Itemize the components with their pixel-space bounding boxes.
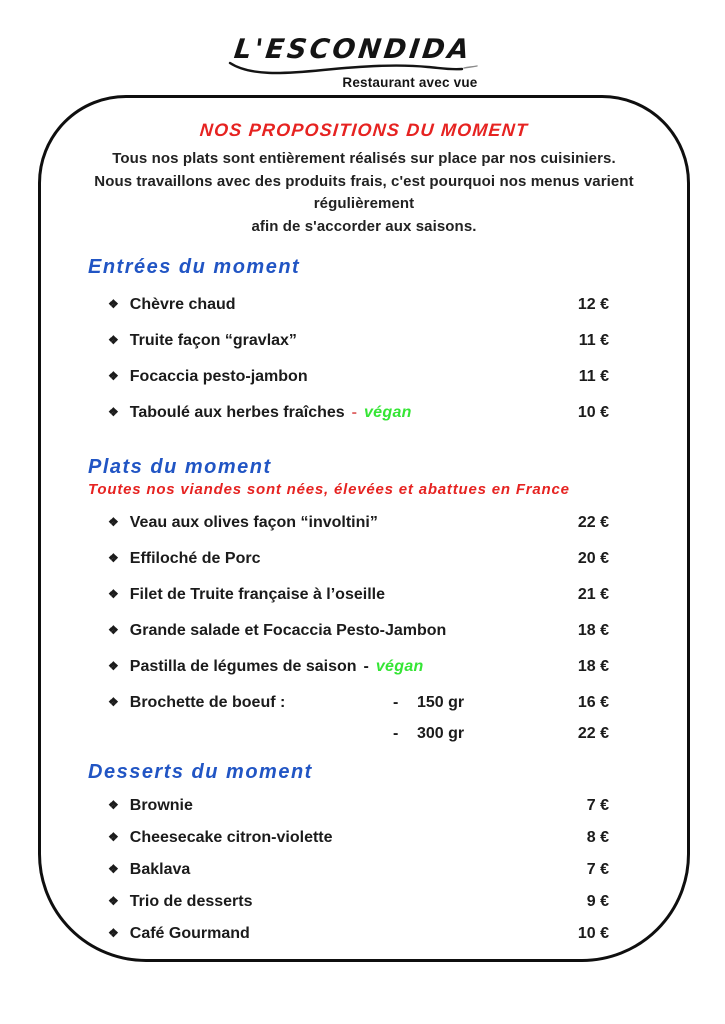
menu-item-row bbox=[88, 548, 609, 570]
diamond-bullet-icon: ❖ bbox=[108, 587, 119, 601]
menu-sections bbox=[88, 254, 609, 945]
option-label: 150 gr bbox=[417, 694, 465, 711]
menu-item-row bbox=[88, 656, 609, 678]
menu-item-row bbox=[88, 723, 609, 745]
logo-block bbox=[228, 34, 498, 90]
item-price: 22 € bbox=[577, 514, 609, 531]
item-separator: - bbox=[363, 658, 369, 675]
item-price: 10 € bbox=[577, 404, 609, 421]
option-dash: - bbox=[393, 694, 399, 711]
diamond-bullet-icon: ❖ bbox=[108, 894, 119, 908]
item-price: 11 € bbox=[578, 332, 609, 349]
item-name: Truite façon “gravlax” bbox=[129, 332, 297, 349]
restaurant-logo bbox=[0, 34, 725, 92]
item-name: Chèvre chaud bbox=[129, 296, 236, 313]
diamond-bullet-icon: ❖ bbox=[108, 695, 119, 709]
item-price: 7 € bbox=[586, 797, 609, 814]
diamond-bullet-icon: ❖ bbox=[108, 862, 119, 876]
menu-card bbox=[38, 95, 690, 962]
menu-item-row bbox=[88, 923, 609, 945]
menu-item-row bbox=[88, 692, 609, 714]
option-label: 300 gr bbox=[417, 725, 465, 742]
item-price: 8 € bbox=[586, 829, 609, 846]
item-name: Baklava bbox=[129, 861, 191, 878]
menu-item-row bbox=[88, 859, 609, 881]
item-separator: - bbox=[351, 404, 357, 421]
diamond-bullet-icon: ❖ bbox=[108, 830, 119, 844]
intro-line-2: Nous travaillons avec des produits frais, c'est pourquoi nos menus varient régulièrement bbox=[94, 172, 634, 212]
item-name: Grande salade et Focaccia Pesto-Jambon bbox=[129, 622, 447, 639]
menu-item-row bbox=[88, 294, 609, 316]
menu-title: NOS PROPOSITIONS DU MOMENT bbox=[199, 120, 530, 140]
menu-item-row bbox=[88, 402, 609, 424]
menu-item-row bbox=[88, 584, 609, 606]
menu-item-row bbox=[88, 330, 609, 352]
item-name: Effiloché de Porc bbox=[129, 550, 261, 567]
item-name: Focaccia pesto-jambon bbox=[129, 368, 308, 385]
section-items bbox=[88, 512, 609, 745]
logo-name: L'ESCONDIDA bbox=[231, 34, 474, 65]
item-price: 10 € bbox=[577, 925, 609, 942]
item-price: 11 € bbox=[578, 368, 609, 385]
diamond-bullet-icon: ❖ bbox=[108, 926, 119, 940]
menu-section bbox=[88, 254, 609, 424]
item-price: 16 € bbox=[577, 694, 609, 711]
item-name: Café Gourmand bbox=[129, 925, 250, 942]
item-name: Veau aux olives façon “involtini” bbox=[129, 514, 378, 531]
section-title: Entrées du moment bbox=[88, 256, 301, 278]
option-dash: - bbox=[393, 725, 399, 742]
item-name: Taboulé aux herbes fraîches bbox=[129, 404, 345, 421]
section-title: Plats du moment bbox=[88, 456, 272, 478]
intro-line-3: afin de s'accorder aux saisons. bbox=[251, 217, 477, 235]
item-price: 22 € bbox=[577, 725, 609, 742]
item-price: 20 € bbox=[577, 550, 609, 567]
item-price: 18 € bbox=[577, 622, 609, 639]
diamond-bullet-icon: ❖ bbox=[108, 405, 119, 419]
menu-section bbox=[88, 454, 609, 745]
logo-tagline: Restaurant avec vue bbox=[342, 75, 478, 90]
diamond-bullet-icon: ❖ bbox=[108, 297, 119, 311]
item-name: Brownie bbox=[129, 797, 193, 814]
item-portion-option bbox=[393, 723, 464, 744]
vegan-tag: végan bbox=[363, 404, 412, 421]
section-title: Desserts du moment bbox=[88, 761, 313, 783]
menu-item-row bbox=[88, 827, 609, 849]
menu-intro bbox=[88, 148, 640, 238]
menu-item-row bbox=[88, 366, 609, 388]
item-price: 9 € bbox=[586, 893, 609, 910]
section-subtitle: Toutes nos viandes sont nées, élevées et abattues en France bbox=[88, 481, 570, 498]
intro-line-1: Tous nos plats sont entièrement réalisés sur place par nos cuisiniers. bbox=[112, 150, 616, 167]
diamond-bullet-icon: ❖ bbox=[108, 623, 119, 637]
item-name: Trio de desserts bbox=[129, 893, 253, 910]
menu-item-row bbox=[88, 795, 609, 817]
diamond-bullet-icon: ❖ bbox=[108, 659, 119, 673]
item-price: 21 € bbox=[577, 586, 609, 603]
diamond-bullet-icon: ❖ bbox=[108, 369, 119, 383]
item-price: 12 € bbox=[577, 296, 609, 313]
item-name: Pastilla de légumes de saison bbox=[129, 658, 357, 675]
diamond-bullet-icon: ❖ bbox=[108, 515, 119, 529]
item-price: 7 € bbox=[586, 861, 609, 878]
section-items bbox=[88, 294, 609, 424]
menu-item-row bbox=[88, 891, 609, 913]
item-portion-option bbox=[393, 692, 464, 713]
item-name: Brochette de boeuf : bbox=[129, 694, 286, 711]
item-name: Cheesecake citron-violette bbox=[129, 829, 333, 846]
item-price: 18 € bbox=[577, 658, 609, 675]
vegan-tag: végan bbox=[375, 658, 424, 675]
diamond-bullet-icon: ❖ bbox=[108, 551, 119, 565]
diamond-bullet-icon: ❖ bbox=[108, 798, 119, 812]
diamond-bullet-icon: ❖ bbox=[108, 333, 119, 347]
section-items bbox=[88, 795, 609, 945]
menu-section bbox=[88, 759, 609, 945]
menu-item-row bbox=[88, 512, 609, 534]
menu-item-row bbox=[88, 620, 609, 642]
item-name: Filet de Truite française à l’oseille bbox=[129, 586, 385, 603]
